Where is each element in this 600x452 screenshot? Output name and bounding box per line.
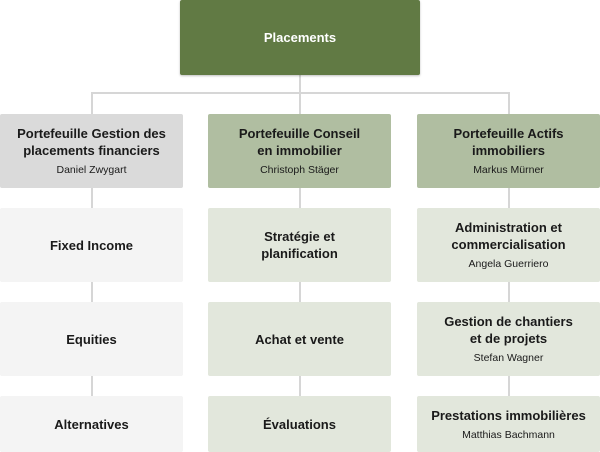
unit-title: Alternatives — [54, 416, 129, 432]
unit-person: Matthias Bachmann — [462, 428, 555, 441]
unit-administration-commercialisation[interactable] — [417, 208, 600, 282]
portfolio-head-person: Christoph Stäger — [260, 164, 339, 176]
unit-title: Administration et commercialisation — [451, 220, 566, 252]
root-title: Placements — [263, 30, 337, 45]
unit-alternatives[interactable] — [0, 396, 183, 452]
unit-title: Stratégie et planification — [261, 229, 338, 261]
unit-prestations-immobilieres[interactable] — [417, 396, 600, 452]
unit-title: Achat et vente — [255, 331, 344, 347]
root-placements[interactable] — [180, 0, 420, 75]
portfolio-title: Portefeuille Gestion des placements financiers — [17, 126, 166, 158]
unit-person: Angela Guerriero — [468, 258, 549, 270]
unit-title: Prestations immobilières — [431, 407, 586, 423]
connector-col0-down — [91, 92, 93, 114]
portfolio-title: Portefeuille Conseil en immobilier — [238, 126, 361, 158]
portfolio-actifs-immobiliers[interactable] — [417, 114, 600, 188]
connector-col2-down — [508, 92, 510, 114]
unit-evaluations[interactable] — [208, 396, 391, 452]
unit-title: Fixed Income — [49, 237, 134, 253]
unit-equities[interactable] — [0, 302, 183, 376]
unit-gestion-chantiers-projets[interactable] — [417, 302, 600, 376]
unit-fixed-income[interactable] — [0, 208, 183, 282]
portfolio-title: Portefeuille Actifs immobiliers — [453, 126, 564, 158]
unit-title: Évaluations — [263, 416, 336, 432]
unit-strategie-planification[interactable] — [208, 208, 391, 282]
portfolio-gestion-placements-financiers[interactable] — [0, 114, 183, 188]
unit-achat-vente[interactable] — [208, 302, 391, 376]
unit-person: Stefan Wagner — [473, 352, 544, 364]
connector-col1-down — [299, 92, 301, 114]
connector-root-down — [299, 75, 301, 93]
unit-title: Equities — [66, 331, 117, 347]
unit-title: Gestion de chantiers et de projets — [444, 314, 573, 346]
portfolio-head-person: Markus Mürner — [473, 164, 544, 176]
portfolio-head-person: Daniel Zwygart — [56, 164, 127, 176]
portfolio-conseil-immobilier[interactable] — [208, 114, 391, 188]
